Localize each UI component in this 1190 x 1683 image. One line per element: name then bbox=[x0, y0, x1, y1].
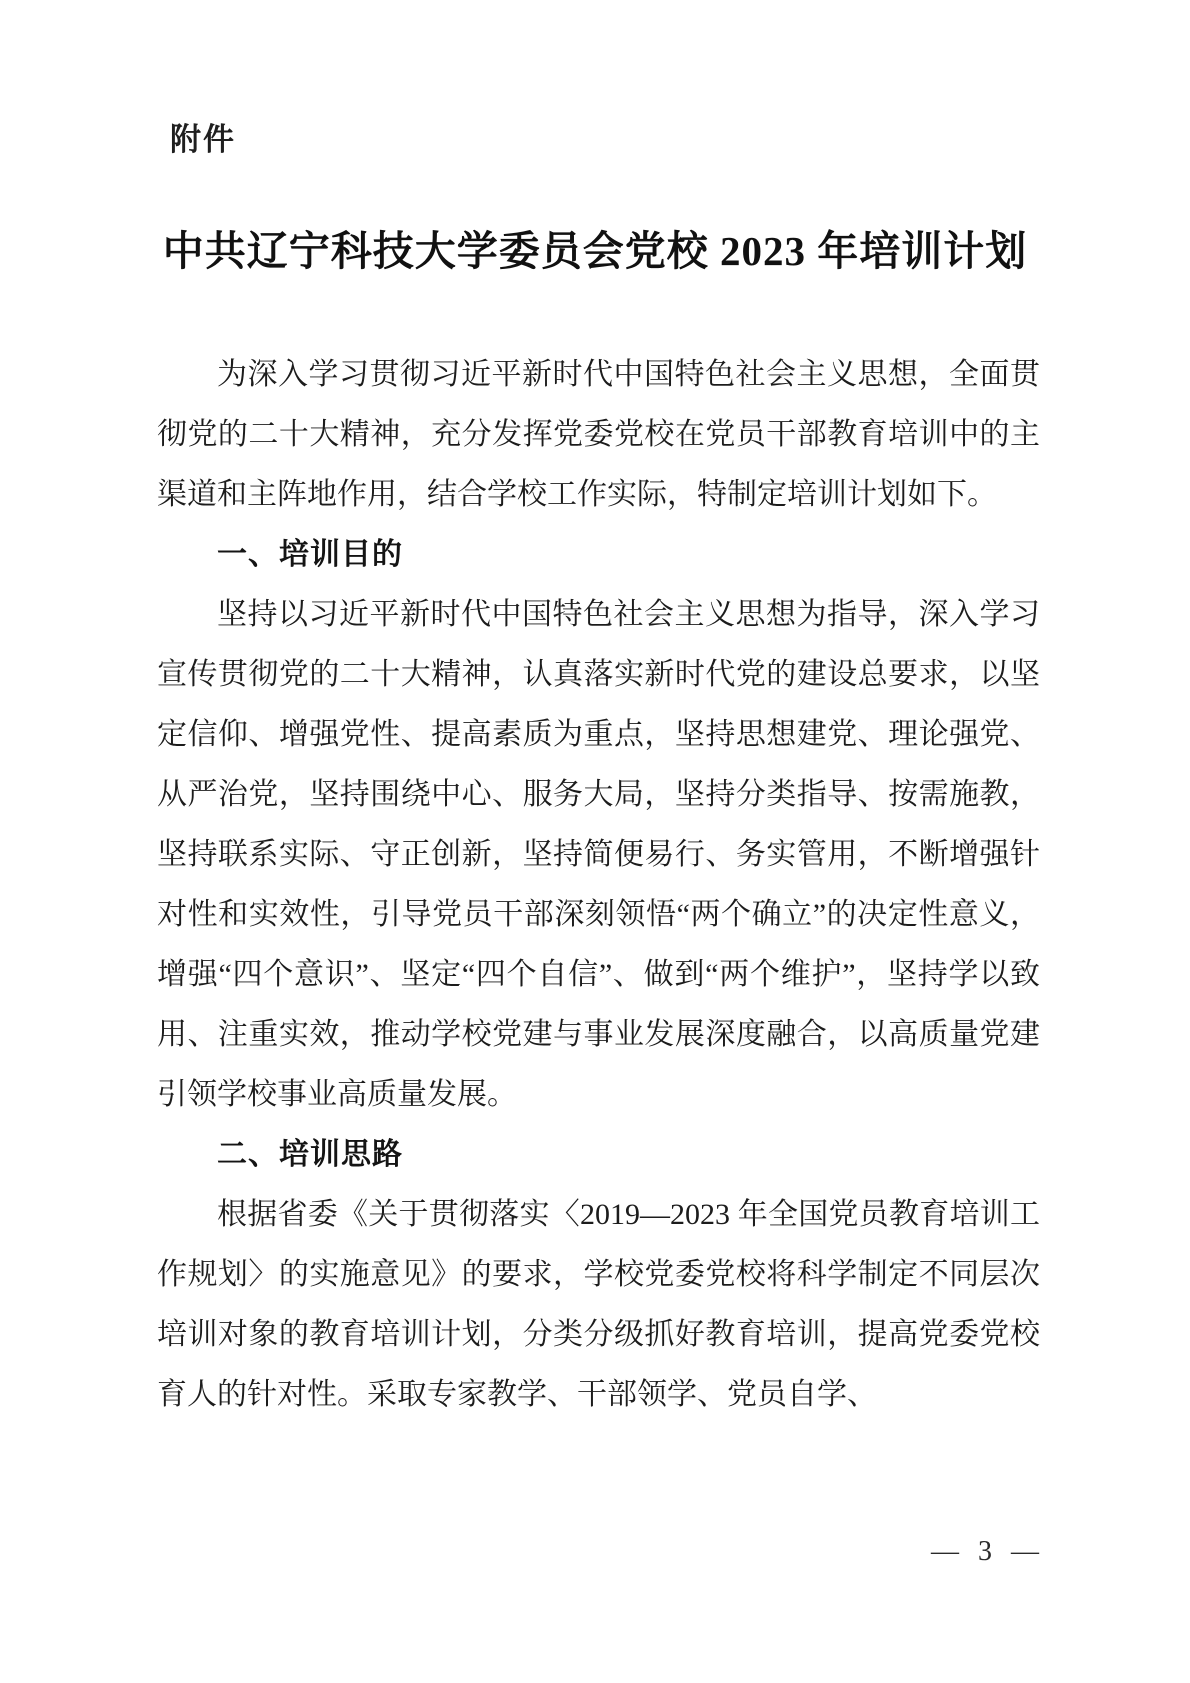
paragraph-training-purpose: 坚持以习近平新时代中国特色社会主义思想为指导，深入学习宣传贯彻党的二十大精神，认真落实新时代党的建设总要求，以坚定信仰、增强党性、提高素质为重点，坚持思想建党、理论强党、从严治党，坚持围绕中心、服务大局，坚持分类指导、按需施教，坚持联系实际、守正创新，坚持简便易行、务实管用，不断增强针对性和实效性，引导党员干部深刻领悟“两个确立”的决定性意义，增强“四个意识”、坚定“四个自信”、做到“两个维护”，坚持学以致用、注重实效，推动学校党建与事业发展深度融合，以高质量党建引领学校事业高质量发展。 bbox=[157, 598, 1040, 1111]
section-heading-training-approach: 二、培训思路 bbox=[217, 1138, 403, 1171]
page-number: — 3 — bbox=[931, 1536, 1045, 1567]
attachment-label: 附件 bbox=[170, 122, 236, 157]
section-heading-training-purpose: 一、培训目的 bbox=[217, 538, 403, 571]
paragraph-preamble: 为深入学习贯彻习近平新时代中国特色社会主义思想，全面贯彻党的二十大精神，充分发挥党委党校在党员干部教育培训中的主渠道和主阵地作用，结合学校工作实际，特制定培训计划如下。 bbox=[157, 358, 1040, 511]
document-title: 中共辽宁科技大学委员会党校 2023 年培训计划 bbox=[162, 228, 1028, 274]
paragraph-training-approach: 根据省委《关于贯彻落实〈2019—2023 年全国党员教育培训工作规划〉的实施意见》的要求，学校党委党校将科学制定不同层次培训对象的教育培训计划，分类分级抓好教育培训，提高党委党校育人的针对性。采取专家教学、干部领学、党员自学、 bbox=[157, 1198, 1040, 1411]
document-body bbox=[157, 345, 1040, 1425]
